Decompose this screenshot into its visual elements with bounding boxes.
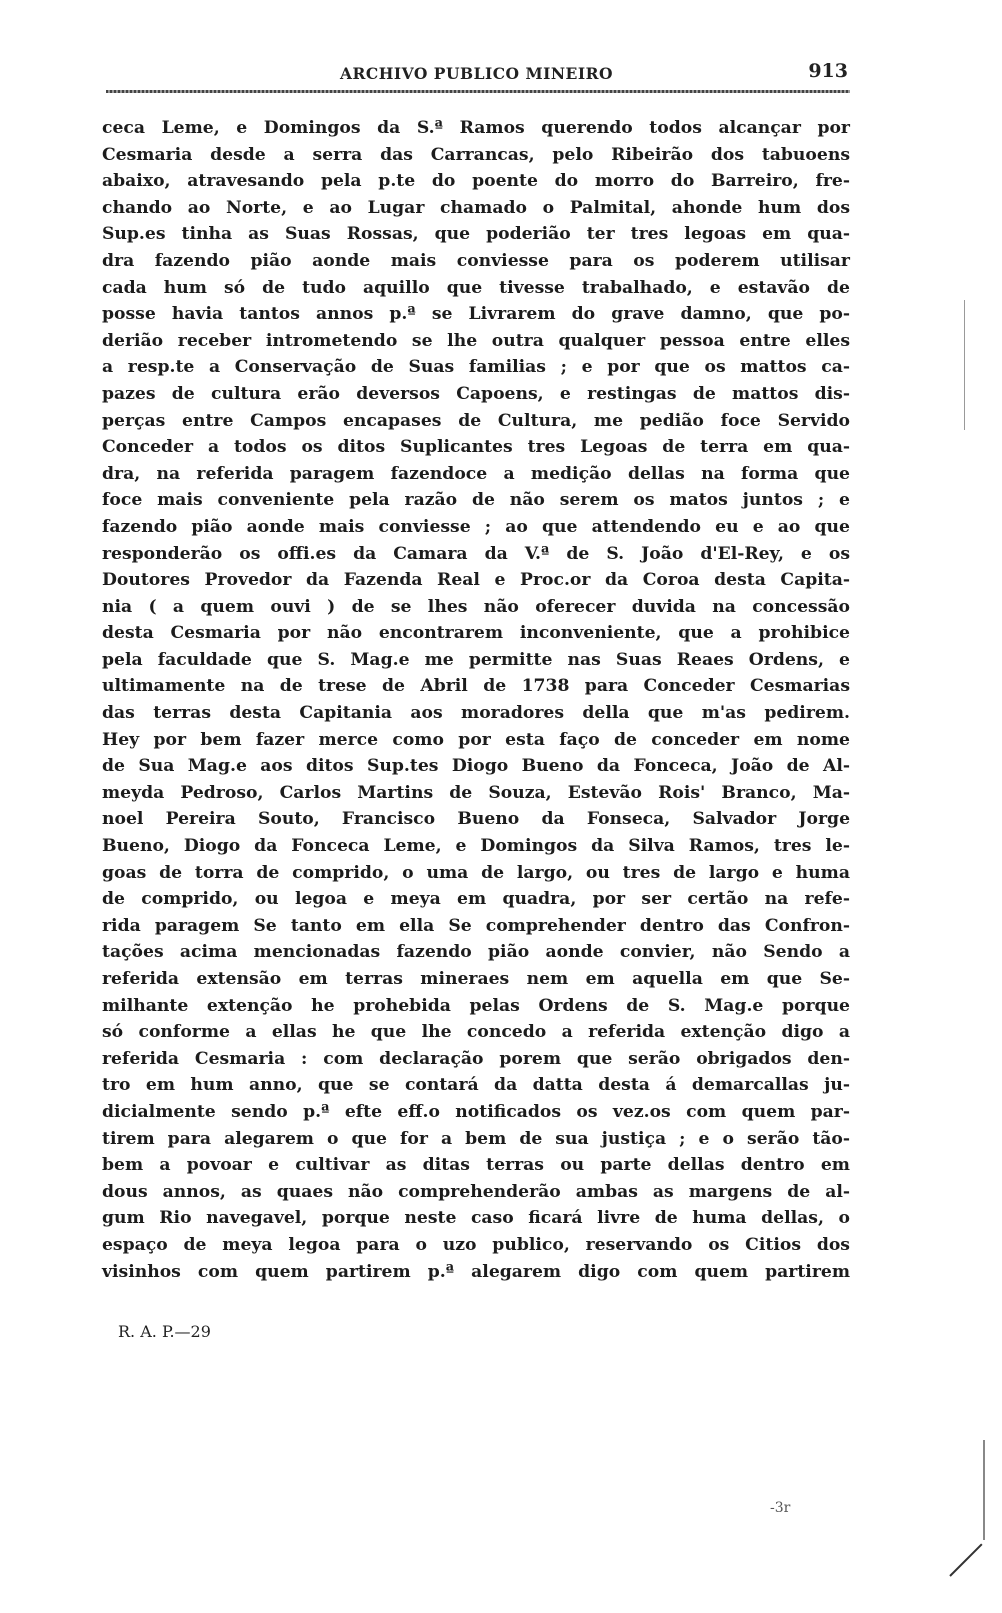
page-edge-line [983, 1440, 985, 1540]
text-line: ceca Leme, e Domingos da S.ª Ramos querendo todos alcançar por [102, 118, 850, 138]
text-line: a resp.te a Conservação de Suas familias ; e por que os mattos ca- [102, 357, 850, 378]
text-line: espaço de meya legoa para o uzo publico, reservando os Citios dos [102, 1234, 850, 1255]
text-line: dicialmente sendo p.ª efte eff.o notificados os vez.os com quem par- [102, 1101, 850, 1122]
page-header [108, 60, 848, 84]
text-line: foce mais conveniente pela razão de não serem os matos juntos ; e [102, 490, 850, 511]
text-line: milhante extenção he prohebida pelas Ordens de S. Mag.e porque [102, 995, 850, 1016]
text-line: Bueno, Diogo da Fonceca Leme, e Domingos da Silva Ramos, tres le- [102, 836, 850, 857]
text-line: Cesmaria desde a serra das Carrancas, pelo Ribeirão dos tabuoens [102, 144, 850, 165]
text-line: dra fazendo pião aonde mais conviesse para os poderem utilisar [102, 250, 850, 271]
text-line: tações acima mencionadas fazendo pião aonde convier, não Sendo a [102, 942, 850, 963]
text-line: fazendo pião aonde mais conviesse ; ao que attendendo eu e ao que [102, 516, 850, 537]
text-line: posse havia tantos annos p.ª se Livrarem do grave damno, que po- [102, 304, 850, 325]
text-line: só conforme a ellas he que lhe concedo a referida extenção digo a [102, 1022, 850, 1043]
text-line: Sup.es tinha as Suas Rossas, que poderião ter tres legoas em qua- [102, 224, 850, 245]
text-line: das terras desta Capitania aos moradores della que m'as pedirem. [102, 703, 850, 724]
page-number: 913 [808, 60, 848, 82]
scan-mark: -3r [770, 1500, 791, 1516]
header-rule [106, 90, 850, 93]
text-line: Doutores Provedor da Fazenda Real e Proc.or da Coroa desta Capita- [102, 570, 850, 591]
body-text [102, 115, 850, 1285]
text-line: tirem para alegarem o que for a bem de sua justiça ; e o serão tão- [102, 1128, 850, 1149]
text-line: nia ( a quem ouvi ) de se lhes não oferecer duvida na concessão [102, 596, 850, 617]
text-line: pela faculdade que S. Mag.e me permitte nas Suas Reaes Ordens, e [102, 649, 850, 670]
text-line: rida paragem Se tanto em ella Se comprehender dentro das Confron- [102, 915, 850, 936]
text-line: referida extensão em terras mineraes nem em aquella em que Se- [102, 969, 850, 989]
text-line: tro em hum anno, que se contará da datta desta á demarcallas ju- [102, 1075, 850, 1096]
text-line: goas de torra de comprido, o uma de largo, ou tres de largo e huma [102, 862, 850, 883]
signature-mark: R. A. P.—29 [118, 1322, 211, 1341]
text-line: dra, na referida paragem fazendoce a medição dellas na forma que [102, 463, 850, 484]
text-line: Hey por bem fazer merce como por esta faço de conceder em nome [102, 729, 850, 750]
text-line: visinhos com quem partirem p.ª alegarem digo com quem partirem [102, 1261, 850, 1282]
text-line: pazes de cultura erão deversos Capoens, e restingas de mattos dis- [102, 383, 850, 404]
text-line: cada hum só de tudo aquillo que tivesse trabalhado, e estavão de [102, 277, 850, 298]
text-line: Conceder a todos os ditos Suplicantes tres Legoas de terra em qua- [102, 437, 850, 458]
text-line: abaixo, atravesando pela p.te do poente do morro do Barreiro, fre- [102, 171, 850, 192]
text-line: desta Cesmaria por não encontrarem inconveniente, que a prohibice [102, 623, 850, 644]
page-edge-stroke [949, 1543, 982, 1576]
text-line: dous annos, as quaes não comprehenderão ambas as margens de al- [102, 1181, 850, 1202]
text-line: responderão os offi.es da Camara da V.ª de S. João d'El-Rey, e os [102, 543, 850, 564]
text-line: de comprido, ou legoa e meya em quadra, por ser certão na refe- [102, 889, 850, 910]
text-line: referida Cesmaria : com declaração porem que serão obrigados den- [102, 1048, 850, 1069]
text-line: perças entre Campos encapases de Cultura, me pedião foce Servido [102, 410, 850, 431]
text-line: gum Rio navegavel, porque neste caso ficará livre de huma dellas, o [102, 1208, 850, 1229]
text-line: meyda Pedroso, Carlos Martins de Souza, Estevão Rois' Branco, Ma- [102, 782, 850, 803]
page-edge-margin [964, 300, 965, 430]
text-line: bem a povoar e cultivar as ditas terras ou parte dellas dentro em [102, 1155, 850, 1176]
text-line: ultimamente na de trese de Abril de 1738 para Conceder Cesmarias [102, 676, 850, 697]
text-line: de Sua Mag.e aos ditos Sup.tes Diogo Bueno da Fonceca, João de Al- [102, 756, 850, 777]
text-line: chando ao Norte, e ao Lugar chamado o Palmital, ahonde hum dos [102, 197, 850, 218]
text-line: derião receber intrometendo se lhe outra qualquer pessoa entre elles [102, 330, 850, 351]
text-line: noel Pereira Souto, Francisco Bueno da Fonseca, Salvador Jorge [102, 809, 850, 830]
running-title: ARCHIVO PUBLICO MINEIRO [340, 64, 613, 83]
